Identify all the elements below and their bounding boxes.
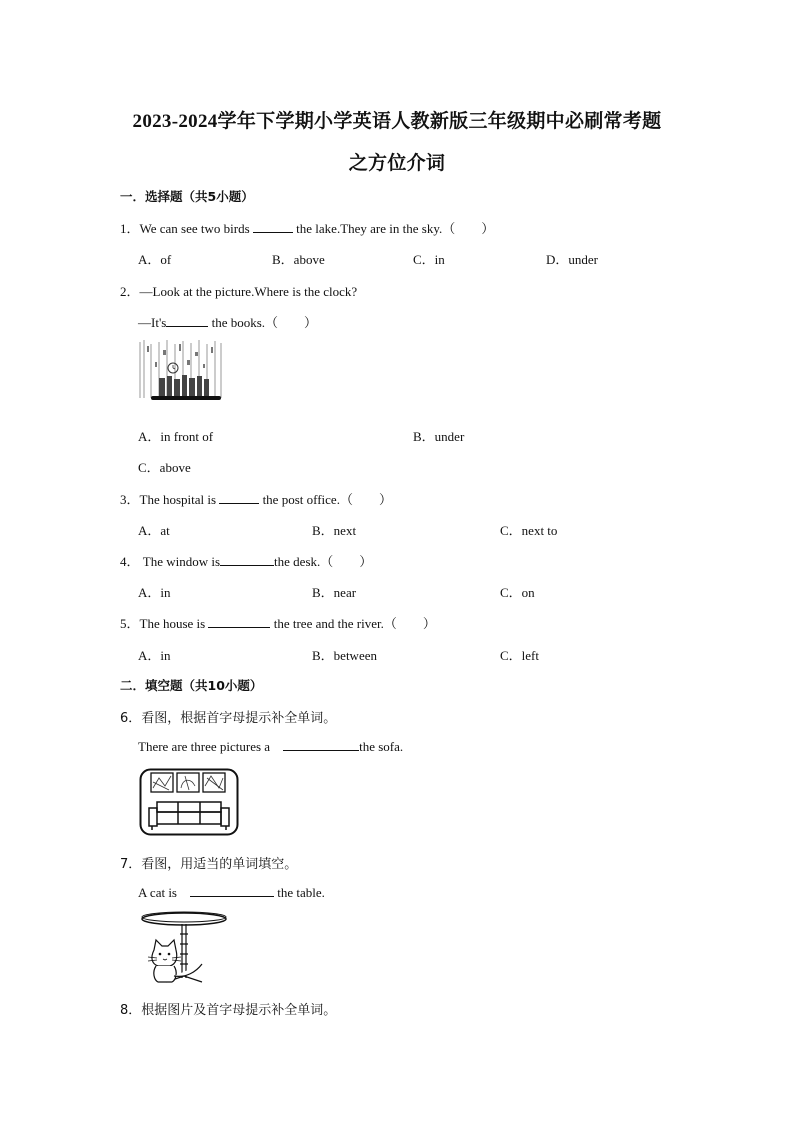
page-subtitle: 之方位介词 (348, 153, 446, 174)
question-6 (120, 707, 336, 726)
option-c[interactable]: C．in (413, 252, 445, 267)
question-2-line2 (138, 312, 317, 331)
question-instruction: 看图，用适当的单词填空。 (141, 857, 298, 872)
option-b[interactable]: B．under (413, 429, 465, 444)
option-b[interactable]: B．between (312, 648, 377, 663)
question-text: A cat is (138, 885, 177, 900)
question-6-sentence (138, 738, 403, 755)
option-b[interactable]: B．above (272, 252, 325, 267)
question-text: the sofa. (359, 739, 404, 754)
question-text: —Look at the picture.Where is the clock? (139, 284, 358, 299)
answer-blank[interactable] (283, 738, 359, 751)
question-text: the tree and the river.（ ） (273, 616, 436, 631)
option-a[interactable]: A．at (138, 523, 170, 538)
option-d[interactable]: D．under (546, 252, 598, 267)
section-heading-choice: 一．选择题（共5小题） (120, 189, 254, 204)
answer-blank[interactable] (219, 491, 259, 504)
question-number: 3． (120, 492, 140, 507)
question-text: The hospital is (139, 492, 217, 507)
question-text: the post office.（ ） (262, 492, 392, 507)
option-c[interactable]: C．on (500, 585, 535, 600)
clock-books-picture (137, 338, 223, 406)
question-text: There are three pictures a (138, 739, 271, 754)
question-text: the lake.They are in the sky.（ ） (296, 221, 495, 236)
question-2 (120, 281, 357, 300)
answer-blank[interactable] (220, 553, 274, 566)
question-8 (120, 999, 336, 1018)
option-a[interactable]: A．in (138, 585, 171, 600)
answer-blank[interactable] (253, 220, 293, 233)
question-number: 8． (120, 1003, 142, 1018)
question-number: 6． (120, 711, 142, 726)
option-a[interactable]: A．in front of (138, 429, 214, 444)
option-b[interactable]: B．near (312, 585, 357, 600)
section-heading-fill: 二．填空题（共10小题） (120, 678, 263, 693)
answer-blank[interactable] (190, 884, 274, 897)
sofa-pictures-picture (139, 768, 239, 836)
question-4 (120, 551, 372, 570)
question-5 (120, 613, 436, 632)
question-number: 7． (120, 857, 142, 872)
question-text: We can see two birds (139, 221, 250, 236)
question-text: —It's (138, 315, 167, 330)
question-number: 4． (120, 554, 140, 569)
option-a[interactable]: A．of (138, 252, 172, 267)
question-1 (120, 218, 494, 237)
option-c[interactable]: C．above (138, 460, 191, 475)
question-3 (120, 489, 392, 508)
question-text: The house is (139, 616, 206, 631)
option-b[interactable]: B．next (312, 523, 357, 538)
answer-blank[interactable] (208, 615, 270, 628)
question-instruction: 看图，根据首字母提示补全单词。 (141, 711, 337, 726)
question-7-sentence (138, 884, 325, 901)
question-instruction: 根据图片及首字母提示补全单词。 (141, 1003, 337, 1018)
option-a[interactable]: A．in (138, 648, 171, 663)
question-number: 1． (120, 221, 140, 236)
question-text: the table. (277, 885, 325, 900)
answer-blank[interactable] (166, 314, 208, 327)
question-7 (120, 853, 297, 872)
question-number: 5． (120, 616, 140, 631)
question-number: 2． (120, 284, 140, 299)
option-c[interactable]: C．left (500, 648, 539, 663)
question-text: the desk.（ ） (274, 554, 373, 569)
question-text: The window is (142, 554, 221, 569)
option-c[interactable]: C．next to (500, 523, 558, 538)
page-title: 2023-2024学年下学期小学英语人教新版三年级期中必刷常考题 (132, 111, 662, 132)
question-text: the books.（ ） (211, 315, 318, 330)
cat-under-table-picture (136, 910, 228, 986)
